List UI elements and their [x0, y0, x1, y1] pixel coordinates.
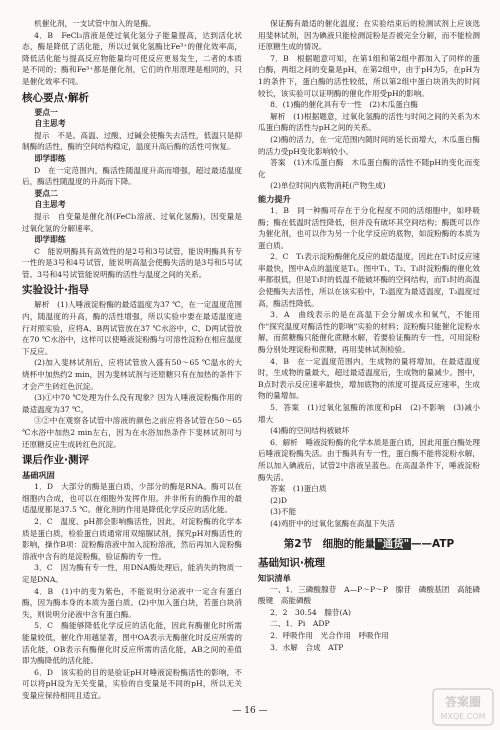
paragraph: 2．2 30.54 腺苷(A) — [270, 607, 351, 617]
section-heading: 课后作业·测评 — [22, 454, 89, 467]
paragraph: (2)D — [270, 495, 288, 505]
paragraph: C 能说明酶具有高效性的是2号和3号试管，能说明酶具有专一性的是3号和4号试管，能说明高温会使酶失活的是3号和5号试管。3号和4号试管能说明酶的活性与温度之间的关系。 — [22, 246, 242, 279]
subsection-heading: 基础巩固 — [22, 470, 55, 481]
watermark-logo — [432, 688, 494, 726]
paragraph: (4)酶的空间结构被破坏 — [270, 426, 350, 436]
section-heading: 基础知识·梳理 — [258, 556, 325, 569]
paragraph: 3．水解 合成 ATP — [270, 642, 344, 652]
paragraph: (3)①中70 ℃处理为什么没有现象？因为人唾液淀粉酶作用的最适温度为37 ℃。 — [22, 393, 242, 414]
paragraph: 2．C 温度、pH都会影响酶活性，因此，对淀粉酶的化学本质是蛋白质，检验蛋白质通常用双缩脲试剂，探究pH对酶活性的影响，操作B项：淀粉酶溶液中加入淀粉溶液，然后再加入淀粉酶溶液中含有的是淀粉酶，验证酶的专一性。 — [22, 516, 242, 561]
paragraph: 6．解析 唾液淀粉酶的化学本质是蛋白质，因此用蛋白酶处理后唾液淀粉酶失活。由于酶具有专一性，蛋白酶不能将淀粉水解，所以加入碘液后，试管2中溶液呈蓝色。在高温条件下，唾液淀粉酶失活。 — [258, 437, 481, 482]
paragraph: 1．D 大部分的酶是蛋白质，少部分的酶是RNA。酶可以在细胞内合成，也可以在细胞外发挥作用。并非所有的酶作用的最适温度都是37.5 ℃。催化剂的作用是降低化学反应的活化能。 — [22, 482, 242, 515]
paragraph: 5．答案 (1)过氧化氢酶的浓度和pH (2)不影响 (3)减小 增大 — [258, 403, 488, 424]
paragraph: 3．C 因为酶有专一性，用DNA酶处理后，能消失的物质一定是DNA。 — [22, 563, 242, 584]
paragraph: 8．(1)酶的催化具有专一性 (2)木瓜蛋白酶 — [270, 100, 418, 110]
paragraph: (2)单位时间内底物消耗(产物生成) — [270, 181, 386, 191]
paragraph: 2．C T₁表示淀粉酶催化反应的最适温度，因此在T₁时反应速率最快，图中A点的温度是T₁。图中T₁、T₂、T₃时淀粉酶的催化效率都很低，但是T₃时的低温不能破坏酶的空间结构，而T₁时的高温会使酶失去活性，所以在该实验中，T₂温度为最适温度，T₃温度过高，酶活性降低。 — [258, 252, 480, 308]
paragraph: 答案 (1)蛋白质 — [270, 484, 327, 494]
paragraph: 5．C 酶能够降低化学反应的活化能，因此有酶催化时所需能量较低，催化作用越显著，图中OA表示无酶催化时反应所需的活化能，OB表示有酶催化时反应所需的活化能，AB之间的差值即为酶降低的活化能。 — [22, 621, 242, 666]
paragraph: 提示 不是。高温、过酸、过碱会使酶失去活性，低温只是抑制酶的活性，酶的空间结构稳定，温度升高后酶的活性可恢复。 — [22, 130, 242, 152]
paragraph: 解析 (1)根据题意，过氧化氢酶的活性与时间之间的关系为木瓜蛋白酶的活性与pH之间的关系。 — [258, 111, 480, 133]
minor-heading: 要点一 — [34, 107, 58, 117]
minor-heading: 即学即练 — [34, 153, 66, 163]
paragraph: (4)鸡肝中的过氧化氢酶在高温下失活 — [270, 518, 395, 528]
paragraph: 提示 自变量是催化剂(FeCl₃溶液、过氧化氢酶)，因变量是过氧化氢的分解速率。 — [22, 211, 242, 233]
page-number: — 16 — — [232, 706, 268, 716]
section-title — [258, 536, 480, 552]
paragraph: ③②中在观察各试管中溶液的颜色之前应将各试管在50～65 ℃水浴中加热2 min左右，因为在水浴加热条件下斐林试剂可与还原糖反应生成砖红色沉淀。 — [22, 416, 242, 449]
minor-heading: 即学即练 — [34, 235, 66, 245]
right-column — [258, 18, 488, 653]
section-title-pre: 第2节 细胞的能量 — [283, 537, 376, 550]
subsection-heading: 知识清单 — [258, 572, 291, 583]
paragraph: D 在一定范围内，酶活性随温度升高而增强，超过最适温度后，酶活性随温度的升高而下降。 — [22, 165, 242, 187]
paragraph: (2)酶的活力，在一定范围内随时间的延长而增大，木瓜蛋白酶的活力受pH变化影响较小。 — [258, 134, 480, 156]
paragraph: 一、1．三磷酸腺苷 A—P～P～P 腺苷 磷酸基团 高能磷酸键 高能磷酸 — [258, 584, 480, 606]
section-title-post: ——ATP — [411, 537, 455, 550]
paragraph: (3)不能 — [270, 507, 297, 517]
subsection-heading: 能力提升 — [258, 193, 291, 204]
paragraph: 解析 (1)人唾液淀粉酶的最适温度为37 ℃，在一定温度范围内，随温度的升高，酶的活性增强，所以实验中要在最适温度进行对照实验，应将A、B两试管放在37 ℃水浴中，C、D两试管放在70 ℃水浴中，这样可以使唾液淀粉酶与可溶性淀粉在相应温度下反应。 — [22, 300, 242, 356]
section-heading: 实验设计·指导 — [22, 284, 89, 297]
minor-heading: 自主思考 — [34, 200, 66, 210]
minor-heading: 自主思考 — [34, 119, 66, 129]
paragraph: 保证酶有最适的催化温度；在实验结束后的检测试剂上应该选用斐林试剂，因为碘液只能检测淀粉是否被完全分解，而不能检测还原糖生成的情况。 — [258, 19, 480, 52]
section-heading: 核心要点·解析 — [22, 91, 89, 104]
paragraph: 2．呼吸作用 光合作用 呼吸作用 — [270, 630, 389, 640]
paragraph: 4．B (1)中的变为紫色，不能说明分泌液中一定含有蛋白酶，因为酶本身的本质为蛋白质。(2)中加入蛋白块，若蛋白块消失，则说明分泌液中含有蛋白酶。 — [22, 586, 242, 619]
paragraph: 3．A 曲线表示的是在高温下会分解成水和氧气，不能用作"探究温度对酶活性的影响"实验的材料；淀粉酶只能催化淀粉水解，而蔗糖酶只能催化蔗糖水解，若要验证酶的专一性，可用淀粉酶分别处理淀粉和蔗糖，再用斐林试剂检验。 — [258, 310, 480, 355]
minor-heading: 要点二 — [34, 188, 58, 198]
paragraph: 二、1．Pi ADP — [270, 619, 330, 629]
paragraph: 6．D 该实验的目的是验证pH对唾液淀粉酶活性的影响，不可以将pH设为无关变量，实验的自变量是不同的pH，所以无关变量应保持相同且适宜。 — [22, 667, 242, 700]
watermark-text-bottom: MXQE.COM — [440, 712, 486, 721]
paragraph: (2)加入斐林试剂后，应将试管放入盛有50～65 ℃温水的大烧杯中加热约2 min，因为斐林试剂与还原糖只有在加热的条件下才会产生砖红色沉淀。 — [22, 358, 242, 391]
section-title-highlight: "通货" — [377, 537, 410, 550]
paragraph: 机催化剂，一支试管中加入的是酶。 — [34, 19, 156, 28]
left-column — [22, 18, 242, 701]
watermark-text-top: 答案圈 — [444, 695, 482, 709]
paragraph: 4．B FeCl₃溶液是使过氧化氢分子能量提高，达到活化状态，酶是降低了活化能，所以过氧化氢酶比Fe³⁺的催化效率高，降低活化能与提高反应物能量均可使反应更易发生，二者的本质是不同的；酶和Fe³⁺都是催化剂，它们的作用原理是相同的，只是催化效率不同。 — [22, 30, 242, 86]
paragraph: 4．B 在一定温度范围内，生成物的量将增加，在最适温度时，生成物的量最大，超过最适温度后，生成物的量减少。图中，B点时表示反应速率最快，增加底物的浓度可提高反应速率，生成物的量增加。 — [258, 356, 480, 401]
paragraph: 7．B 根据题意可知，在第1组和第2组中都加入了同样的蛋白酶，两组之间的变量是pH，在第2组中，由于pH为5，在pH为1的条件下，蛋白酶的活性较低，所以第2组中蛋白块消失的时间较长，该实验可以证明酶的催化作用受pH的影响。 — [258, 53, 480, 98]
paragraph: 1．B 同一种酶可存在于分化程度不同的活细胞中，如呼吸酶；酶在低温时活性降低，但并没有破坏其空间结构；酶既可以作为催化剂，也可以作为另一个化学反应的底物，如淀粉酶的本质为蛋白质。 — [258, 205, 480, 250]
paragraph: 答案 (1)木瓜蛋白酶 木瓜蛋白酶的活性不随pH的变化而变化 — [258, 158, 480, 179]
